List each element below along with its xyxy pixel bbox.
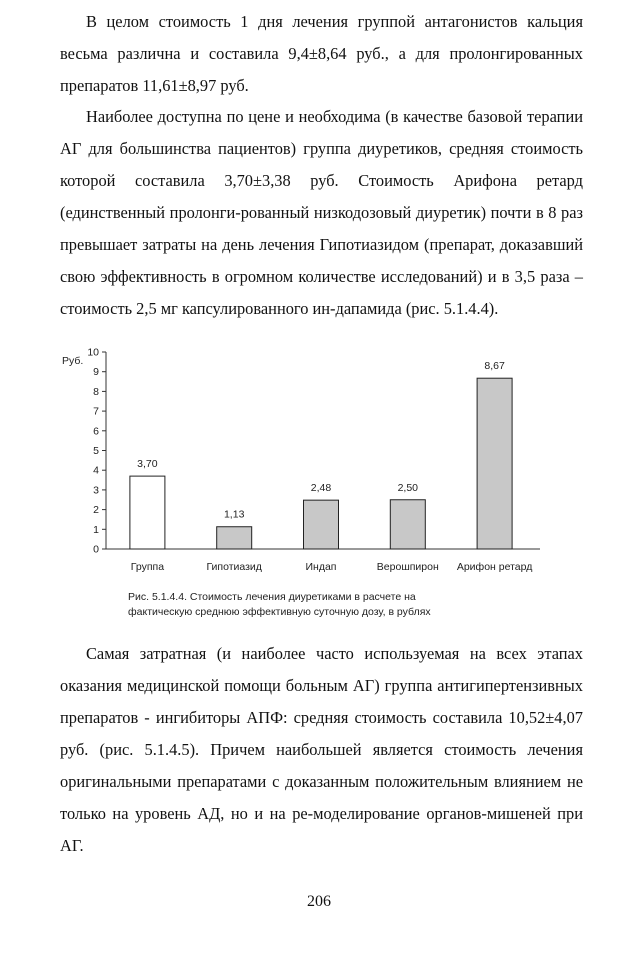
- x-tick-label: Группа: [130, 561, 165, 573]
- caption-line-1: Рис. 5.1.4.4. Стоимость лечения диуретиками в расчете на: [128, 591, 416, 603]
- y-tick-label: 9: [93, 366, 99, 379]
- bar-value-label: 8,67: [484, 360, 505, 373]
- bar-value-label: 2,50: [397, 481, 419, 494]
- y-tick-label: 6: [93, 425, 99, 438]
- y-tick-label: 2: [93, 504, 99, 517]
- caption-line-2: фактическую среднюю эффективную суточную дозу, в рублях: [128, 606, 431, 618]
- bar-3: [304, 500, 339, 549]
- paragraph-diuretics: Наиболее доступна по цене и необходима (в качестве базовой терапии АГ для большинства пациентов) группа диуретиков, средняя стоимость которой составила 3,70±3,38 руб. Стоимость Арифона ретард (единственный пролонги-рованный низкодозовый диуретик) почти в 8 раз превышает затраты на день лечения Гипотиазидом (препарат, доказавший свою эффективность в огромном количестве исследований) и в 3,5 раза – стоимость 2,5 мг капсулированного ин-дапамида (рис. 5.1.4.4).: [60, 107, 583, 318]
- y-tick-label: 0: [93, 543, 99, 556]
- bar-1: [130, 476, 165, 549]
- y-tick-label: 10: [87, 346, 99, 359]
- chart-bars: [130, 360, 532, 573]
- y-tick-label: 5: [93, 445, 99, 457]
- bar-value-label: 3,70: [137, 458, 158, 471]
- y-tick-label: 4: [93, 464, 99, 477]
- y-tick-label: 1: [93, 523, 99, 536]
- x-tick-label: Верошпирон: [376, 561, 439, 573]
- bar-2: [217, 527, 252, 549]
- y-tick-label: 3: [93, 484, 99, 497]
- x-tick-label: Арифон ретард: [456, 561, 533, 573]
- bar-5: [477, 378, 512, 549]
- bar-value-label: 1,13: [223, 508, 245, 521]
- y-axis-label: Руб.: [62, 355, 84, 367]
- y-tick-label: 8: [93, 385, 99, 398]
- paragraph-calcium-antagonists: В целом стоимость 1 дня лечения группой антагонистов кальция весьма различна и составила 9,4±8,64 руб., а для пролонгированных препаратов 11,61±8,97 руб.: [60, 12, 583, 95]
- x-tick-label: Гипотиазид: [206, 561, 262, 573]
- bar-value-label: 2,48: [310, 482, 332, 495]
- figure-caption: [128, 590, 528, 620]
- bar-4: [390, 500, 425, 549]
- page-number: 206: [307, 893, 331, 910]
- paragraph-ace-inhibitors: Самая затратная (и наиболее часто используемая на всех этапах оказания медицинской помощи больным АГ) группа антигипертензивных препаратов - ингибиторы АПФ: средняя стоимость составила 10,52±4,07 руб. (рис. 5.1.4.5). Причем наибольшей является стоимость лечения оригинальными препаратами с доказанным положительным влиянием не только на уровень АД, но и на ре-моделирование органов-мишеней при АГ.: [60, 644, 583, 855]
- diuretics-cost-chart: [60, 338, 560, 588]
- y-tick-label: 7: [93, 405, 99, 418]
- x-tick-label: Индап: [305, 561, 337, 573]
